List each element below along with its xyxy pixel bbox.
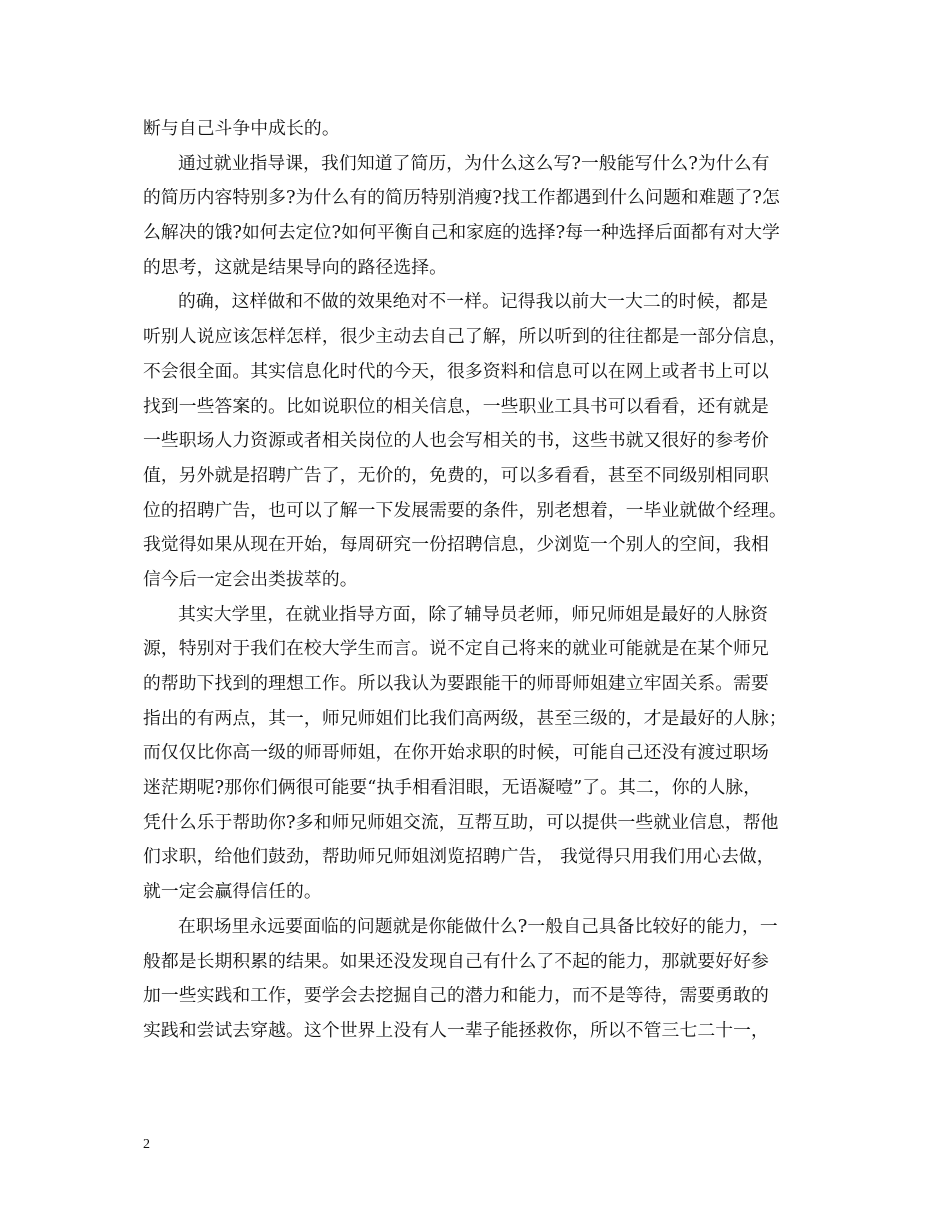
- document-body: [143, 112, 808, 1049]
- text-line: 加一些实践和工作，要学会去挖掘自己的潜力和能力，而不是等待，需要勇敢的: [143, 985, 769, 1007]
- text-line: 就一定会赢得信任的。: [143, 881, 322, 903]
- text-line: 的帮助下找到的理想工作。所以我认为要跟能干的师哥师姐建立牢固关系。需要: [143, 673, 769, 694]
- text-line: 的简历内容特别多?为什么有的简历特别消瘦?找工作都遇到什么问题和难题了?怎: [143, 187, 780, 209]
- text-line: 听别人说应该怎样怎样，很少主动去自己了解，所以听到的往往都是一部分信息，: [143, 326, 787, 348]
- paragraph-first-line: 通过就业指导课，我们知道了简历，为什么这么写?一般能写什么?为什么有: [178, 152, 770, 174]
- text-line: 凭什么乐于帮助你?多和师兄师姐交流，互帮互助，可以提供一些就业信息，帮他: [143, 811, 779, 833]
- text-line: 的思考，这就是结果导向的路径选择。: [143, 256, 447, 278]
- text-line: 找到一些答案的。比如说职位的相关信息，一些职业工具书可以看看，还有就是: [143, 395, 769, 417]
- text-line: 不会很全面。其实信息化时代的今天，很多资料和信息可以在网上或者书上可以: [143, 360, 769, 382]
- text-line: 实践和尝试去穿越。这个世界上没有人一辈子能拯救你，所以不管三七二十一，: [143, 1019, 769, 1041]
- page-number: 2: [143, 1137, 150, 1152]
- paragraph-first-line: 的确，这样做和不做的效果绝对不一样。记得我以前大一大二的时候，都是: [178, 291, 769, 313]
- text-line: 信今后一定会出类拔萃的。: [143, 568, 358, 590]
- text-line: 断与自己斗争中成长的。: [143, 118, 340, 139]
- text-line: 一些职场人力资源或者相关岗位的人也会写相关的书，这些书就又很好的参考价: [143, 430, 769, 452]
- text-line: 我觉得如果从现在开始，每周研究一份招聘信息，少浏览一个别人的空间，我相: [143, 534, 769, 556]
- text-line: 而仅仅比你高一级的师哥师姐，在你开始求职的时候，可能自己还没有渡过职场: [143, 742, 769, 764]
- text-line: 般都是长期积累的结果。如果还没发现自己有什么了不起的能力，那就要好好参: [143, 950, 769, 972]
- text-line: 源，特别对于我们在校大学生而言。说不定自己将来的就业可能就是在某个师兄: [143, 638, 769, 660]
- text-line: 迷茫期呢?那你们俩很可能要“执手相看泪眼，无语凝噎”了。其二，你的人脉，: [143, 777, 762, 799]
- paragraph-first-line: 其实大学里，在就业指导方面，除了辅导员老师，师兄师姐是最好的人脉资: [178, 603, 769, 625]
- text-line: 指出的有两点，其一，师兄师姐们比我们高两级，甚至三级的，才是最好的人脉；: [143, 707, 787, 729]
- text-line: 么解决的饿?如何去定位?如何平衡自己和家庭的选择?每一种选择后面都有对大学: [143, 222, 780, 244]
- text-line: 们求职，给他们鼓劲，帮助师兄师姐浏览招聘广告， 我觉得只用我们用心去做，: [143, 846, 775, 868]
- text-line: 值，另外就是招聘广告了，无价的，免费的，可以多看看，甚至不同级别相同职: [143, 464, 769, 486]
- text-line: 位的招聘广告，也可以了解一下发展需要的条件，别老想着，一毕业就做个经理。: [143, 499, 787, 521]
- paragraph-first-line: 在职场里永远要面临的问题就是你能做什么?一般自己具备比较好的能力，一: [178, 915, 778, 937]
